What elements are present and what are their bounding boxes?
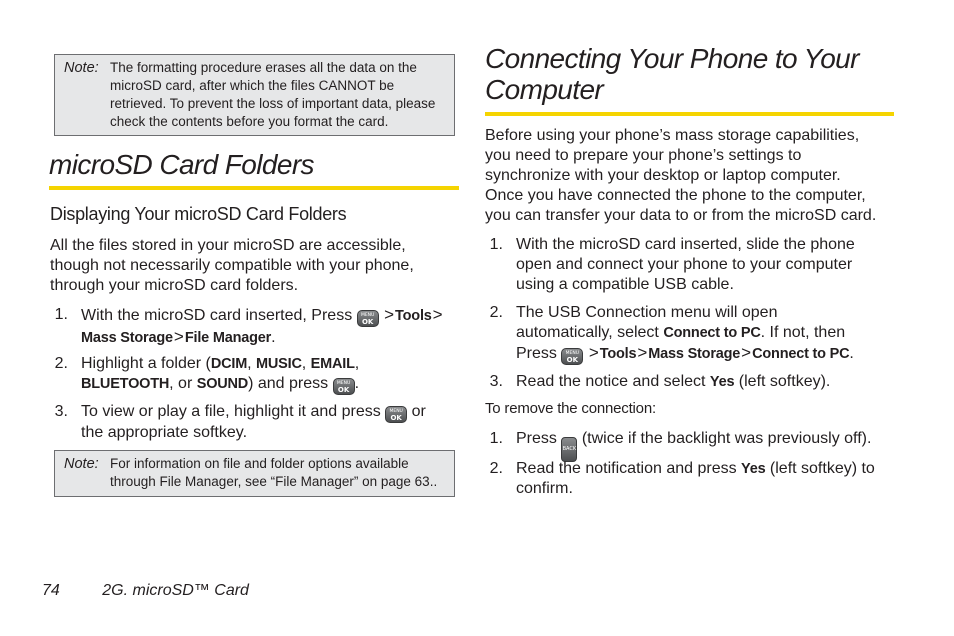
intro-paragraph: All the files stored in your microSD are accessible, though not necessarily compatible with your phone, through your microSD card folders. xyxy=(50,237,414,294)
step-number: 2. xyxy=(489,460,503,477)
step-number: 1. xyxy=(489,430,503,447)
subsection-title: Displaying Your microSD Card Folders xyxy=(50,204,347,224)
chapter-title: 2G. microSD™ Card xyxy=(102,582,249,599)
step-body: With the microSD card inserted, Press MENU OK >Tools> Mass Storage>File Manager. xyxy=(81,305,443,346)
note-file-manager xyxy=(54,450,455,497)
note-format-warning xyxy=(54,54,455,136)
note-label: Note: xyxy=(64,456,99,472)
step-1 xyxy=(485,235,905,297)
section-title: microSD Card Folders xyxy=(49,149,314,180)
step-number: 3. xyxy=(54,403,68,420)
step-body: Press BACK (twice if the backlight was previously off). xyxy=(516,429,905,462)
menu-ok-key-icon: MENU OK xyxy=(385,406,407,423)
note-label: Note: xyxy=(64,60,99,76)
page-number: 74 xyxy=(42,582,60,599)
step-body: The USB Connection menu will open automatically, select Connect to PC. If not, then Press MENU OK >Tools>Mass Storage>Connect to PC. xyxy=(516,304,854,364)
step-number: 1. xyxy=(489,236,503,253)
step-number: 1. xyxy=(54,306,68,323)
note-text: The formatting procedure erases all the data on the microSD card, after which the files CANNOT be retrieved. To prevent the loss of important data, please check the contents before you format the card. xyxy=(110,60,436,129)
note-text: For information on file and folder options available through File Manager, see “File Manager” on page 63.. xyxy=(110,456,438,489)
step-body: To view or play a file, highlight it and press MENU OK or the appropriate softkey. xyxy=(81,403,426,441)
step-3 xyxy=(485,372,905,394)
page-footer xyxy=(42,582,249,600)
step-2 xyxy=(485,303,905,365)
step-body: Read the notification and press Yes (left softkey) to confirm. xyxy=(516,460,875,497)
remove-step-2 xyxy=(485,459,905,501)
menu-ok-key-icon: MENU OK xyxy=(561,348,583,365)
intro-paragraph: Before using your phone’s mass storage capabilities, you need to prepare your phone’s settings to synchronize with your desktop or laptop computer. Once you have connected the phone to the computer, you can transfer your data to or from the microSD card. xyxy=(485,127,877,224)
step-body: Highlight a folder (DCIM, MUSIC, EMAIL, BLUETOOTH, or SOUND) and press MENU OK . xyxy=(81,355,360,394)
path-separator: > xyxy=(588,343,599,362)
section-title: Connecting Your Phone to Your Computer xyxy=(485,43,859,105)
remove-step-1 xyxy=(485,429,905,453)
step-3 xyxy=(50,402,460,444)
menu-ok-key-icon: MENU OK xyxy=(333,378,355,395)
back-key-icon: BACK xyxy=(561,437,577,462)
section-rule xyxy=(485,112,894,116)
remove-connection-title: To remove the connection: xyxy=(485,400,656,417)
step-body: Read the notice and select Yes (left softkey). xyxy=(516,373,831,390)
path-separator: > xyxy=(384,305,395,324)
step-number: 2. xyxy=(489,304,503,321)
menu-ok-key-icon: MENU OK xyxy=(357,310,379,327)
step-1 xyxy=(50,305,460,347)
section-rule xyxy=(49,186,459,190)
step-2 xyxy=(50,354,460,396)
step-number: 2. xyxy=(54,355,68,372)
step-body: With the microSD card inserted, slide the phone open and connect your phone to your computer using a compatible USB cable. xyxy=(516,236,855,293)
step-number: 3. xyxy=(489,373,503,390)
